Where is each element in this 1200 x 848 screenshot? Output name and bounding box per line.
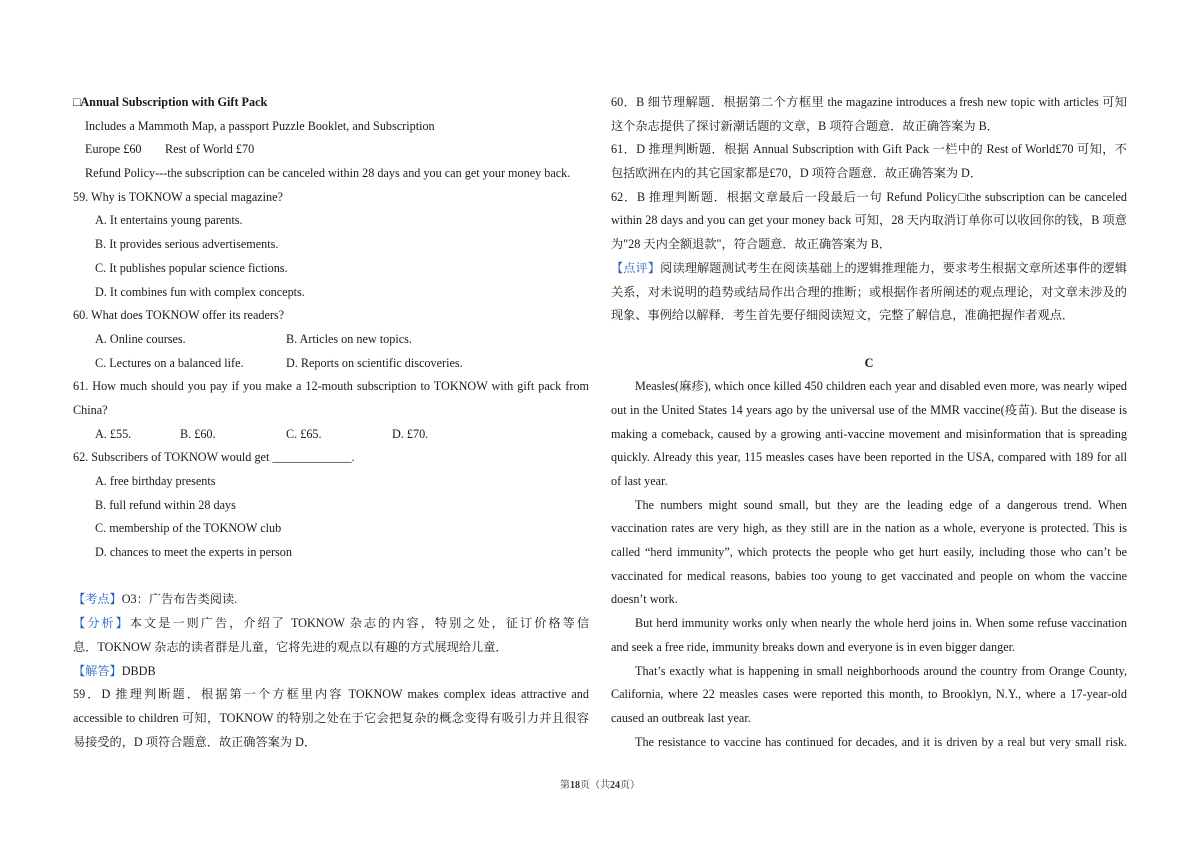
fenxi-line-1: [73, 612, 589, 636]
passage-p3-line-2: and seek a free ride, immunity breaks down and everyone is in even bigger danger.: [611, 639, 1016, 654]
left-column: [73, 91, 589, 754]
passage-p3-line-1: But herd immunity works only when nearly the whole herd joins in. When some refuse vaccination: [635, 616, 1127, 631]
answer-60-line-1: 60．B 细节理解题．根据第二个方框里 the magazine introduces a fresh new topic with articles 可知: [611, 95, 1127, 109]
spacer: [73, 565, 589, 589]
question-61-line-2: China?: [73, 402, 108, 417]
q62-option-c: C. membership of the TOKNOW club: [95, 521, 282, 536]
page-footer: [0, 776, 1200, 791]
spacer: [611, 328, 1127, 352]
ad-title: □Annual Subscription with Gift Pack: [73, 95, 268, 109]
footer-prefix: 第: [560, 780, 570, 791]
fenxi-text-1: 本文是一则广告，介绍了 TOKNOW 杂志的内容，特别之处，征订价格等信: [129, 616, 589, 631]
right-column: [611, 91, 1127, 754]
jieda-tag: 【解答】: [73, 663, 122, 678]
answer-59-line-3: 易接受的，D 项符合题意．故正确答案为 D．: [73, 734, 317, 749]
passage-p1-line-3: making a comeback, caused by a growing anti-vaccine movement and misinformation that is spreading: [611, 426, 1127, 441]
q61-option-a: A. £55.: [95, 426, 132, 441]
passage-p2-line-1: The numbers might sound small, but they are the leading edge of a dangerous trend. When: [635, 497, 1127, 512]
answer-61-line-2: 包括欧洲在内的其它国家都是£70，D 项符合题意．故正确答案为 D．: [611, 166, 983, 181]
answer-62-line-2: within 28 days and you can get your money back 可知，28 天内取消订单你可以收回你的钱，B 项意: [611, 213, 1127, 228]
section-heading: C: [864, 355, 874, 370]
answer-59-line-2: accessible to children 可知，TOKNOW 的特别之处在于它会把复杂的概念变得有吸引力并且很容: [73, 710, 589, 725]
passage-p2-line-3: called “herd immunity”, which protects the people who get hurt easily, including those who can’t be: [611, 545, 1127, 560]
price-europe: Europe £60: [85, 142, 142, 157]
passage-p4-line-3: caused an outbreak last year.: [611, 710, 751, 725]
q60-options-row-1: [73, 328, 589, 352]
passage-p2-line-2: vaccination rates are very high, as they still are in the nation as a whole, everyone is protected. This is: [611, 521, 1127, 536]
dianping-line-1: [611, 257, 1127, 281]
answer-60-line-2: 这个杂志提供了探讨新潮话题的文章，B 项符合题意．故正确答案为 B．: [611, 118, 999, 133]
kaodian-text: O3：广告布告类阅读.: [121, 592, 238, 607]
kaodian-tag: 【考点】: [73, 592, 122, 607]
passage-p4-line-1: That’s exactly what is happening in small neighborhoods around the country from Orange County,: [635, 663, 1127, 678]
q61-options: [73, 423, 589, 447]
q60-option-b: B. Articles on new topics.: [286, 331, 412, 346]
q59-option-d: D. It combines fun with complex concepts.: [95, 284, 305, 299]
jieda-line: [73, 660, 589, 684]
page-number: 18: [570, 780, 580, 791]
question-59: 59. Why is TOKNOW a special magazine?: [73, 189, 283, 204]
q60-option-c: C. Lectures on a balanced life.: [95, 355, 244, 370]
dianping-tag: 【点评】: [611, 260, 661, 275]
passage-p1-line-2: out in the United States 14 years ago by the universal use of the MMR vaccine(疫苗). But the disease is: [611, 402, 1127, 417]
q60-options-row-2: [73, 352, 589, 376]
q59-option-a: A. It entertains young parents.: [95, 213, 243, 228]
kaodian-line: [73, 588, 589, 612]
passage-p2-line-5: doesn’t work.: [611, 592, 678, 607]
passage-p4-line-2: California, where 22 measles cases were reported this month, to Brooklyn, N.Y., where a 17-year-old: [611, 687, 1127, 702]
q61-option-c: C. £65.: [286, 426, 322, 441]
footer-middle: 页（共: [580, 780, 610, 791]
passage-p1-line-4: quickly. Already this year, 115 measles cases have been reported in the USA, compared with 189 for all: [611, 450, 1127, 465]
passage-p2-line-4: vaccinated for medical reasons, babies too young to get vaccinated and people on whom the vaccine: [611, 568, 1127, 583]
answer-62-line-3: 为"28 天内全额退款"，符合题意．故正确答案为 B．: [611, 237, 892, 252]
q60-option-d: D. Reports on scientific discoveries.: [286, 355, 463, 370]
answer-59-line-1: 59．D 推理判断题．根据第一个方框里内容 TOKNOW makes complex ideas attractive and: [73, 687, 589, 702]
q60-option-a: A. Online courses.: [95, 331, 186, 346]
q61-option-b: B. £60.: [180, 426, 216, 441]
question-61-line-1: 61. How much should you pay if you make a 12-mouth subscription to TOKNOW with gift pack from: [73, 379, 589, 394]
passage-p1-line-5: of last year.: [611, 474, 668, 488]
fenxi-tag: 【分析】: [73, 616, 130, 631]
dianping-line-3: 现象、事例给以解释．考生首先要仔细阅读短文，完整了解信息，准确把握作者观点．: [611, 308, 1075, 323]
answer-61-line-1: 61．D 推理判断题．根据 Annual Subscription with Gift Pack 一栏中的 Rest of World£70 可知，不: [611, 142, 1127, 157]
ad-includes: Includes a Mammoth Map, a passport Puzzle Booklet, and Subscription: [85, 118, 435, 133]
fenxi-line-2: 息．TOKNOW 杂志的读者群是儿童，它将先进的观点以有趣的方式展现给儿童．: [73, 639, 508, 654]
ad-prices: [73, 138, 589, 162]
q62-option-a: A. free birthday presents: [95, 474, 216, 488]
passage-p5-line-1: The resistance to vaccine has continued for decades, and it is driven by a real but very small risk.: [635, 734, 1127, 749]
q59-option-c: C. It publishes popular science fictions.: [95, 260, 288, 275]
dianping-text-1: 阅读理解题测试考生在阅读基础上的逻辑推理能力，要求考生根据文章所述事件的逻辑: [660, 260, 1127, 275]
dianping-line-2: 关系，对未说明的趋势或结局作出合理的推断；或根据作者所阐述的观点理论，对文章未涉及的: [611, 284, 1127, 299]
question-62: 62. Subscribers of TOKNOW would get _____________.: [73, 450, 355, 465]
price-world: Rest of World £70: [165, 142, 255, 157]
jieda-text: DBDB: [121, 663, 156, 678]
passage-p1-line-1: Measles(麻疹), which once killed 450 children each year and disabled even more, was nearly wiped: [635, 379, 1127, 394]
q62-option-b: B. full refund within 28 days: [95, 497, 236, 512]
answer-62-line-1: 62．B 推理判断题．根据文章最后一段最后一句 Refund Policy□the subscription can be canceled: [611, 189, 1127, 204]
q62-option-d: D. chances to meet the experts in person: [95, 545, 292, 560]
question-60: 60. What does TOKNOW offer its readers?: [73, 308, 285, 323]
total-pages: 24: [610, 780, 620, 791]
q61-option-d: D. £70.: [392, 426, 429, 441]
ad-refund-policy: Refund Policy---the subscription can be canceled within 28 days and you can get your money back.: [85, 166, 571, 181]
q59-option-b: B. It provides serious advertisements.: [95, 237, 279, 252]
footer-suffix: 页）: [620, 780, 640, 791]
